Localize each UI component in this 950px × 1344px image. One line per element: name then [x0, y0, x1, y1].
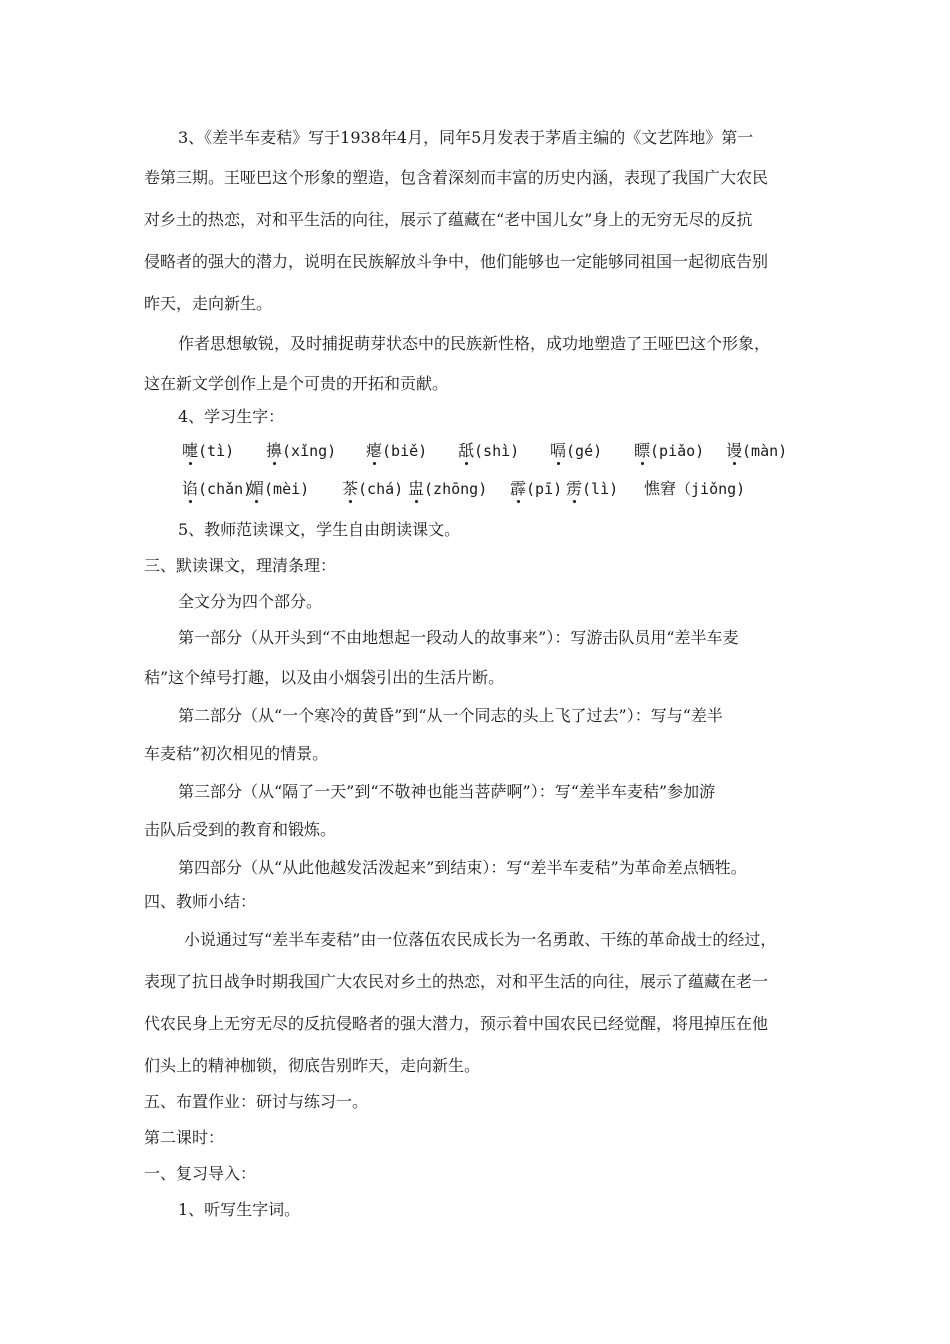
paragraph-line: 第二部分（从“一个寒冷的黄昏”到“从一个同志的头上飞了过去”）：写与“差半 [178, 706, 723, 725]
paragraph-line: 1、听写生字词。 [178, 1200, 301, 1219]
paragraph-line: 全文分为四个部分。 [178, 592, 323, 611]
section-heading: 4、学习生字： [178, 407, 285, 426]
section-heading: 三、默读课文，理清条理： [144, 556, 337, 575]
paragraph-line: 第三部分（从“隔了一天”到“不敬神也能当菩萨啊”）：写“差半车麦秸”参加游 [178, 782, 716, 801]
vocab-row-2 [182, 479, 822, 501]
paragraph-line: 小说通过写“差半车麦秸”由一位落伍农民成长为一名勇敢、干练的革命战士的经过， [184, 930, 777, 949]
paragraph-line: 5、教师范读课文，学生自由朗读课文。 [178, 520, 461, 539]
vocab-item: 嚏(tì) [182, 441, 235, 460]
section-heading: 四、教师小结： [144, 892, 257, 911]
vocab-item: 嗝(gé) [550, 441, 603, 460]
section-heading: 五、布置作业：研讨与练习一。 [144, 1092, 369, 1111]
vocab-item: 媚(mèi) [248, 479, 310, 498]
paragraph-line: 卷第三期。王哑巴这个形象的塑造，包含着深刻而丰富的历史内涵，表现了我国广大农民 [144, 168, 769, 187]
section-heading: 第二课时： [144, 1128, 225, 1147]
paragraph-line: 作者思想敏锐，及时捕捉萌芽状态中的民族新性格，成功地塑造了王哑巴这个形象， [178, 334, 771, 353]
vocab-row-1 [182, 441, 822, 463]
vocab-item: 谩(màn) [726, 441, 788, 460]
vocab-item: 谄(chǎn) [182, 479, 253, 498]
paragraph-line: 代农民身上无穷无尽的反抗侵略者的强大潜力，预示着中国农民已经觉醒，将甩掉压在他 [144, 1014, 769, 1033]
paragraph-line: 3、《差半车麦秸》写于1938年4月，同年5月发表于茅盾主编的《文艺阵地》第一 [178, 128, 754, 147]
vocab-item: 擤(xǐng) [266, 441, 337, 460]
paragraph-line: 秸”这个绰号打趣，以及由小烟袋引出的生活片断。 [144, 668, 505, 687]
paragraph-line: 侵略者的强大的潜力，说明在民族解放斗争中，他们能够也一定能够同祖国一起彻底告别 [144, 252, 769, 271]
section-heading: 一、复习导入： [144, 1164, 257, 1183]
vocab-item: 茶(chá) [342, 479, 404, 498]
vocab-item: 雳(lì) [566, 479, 619, 498]
vocab-item: 霹(pī) [510, 479, 563, 498]
vocab-item: 舐(shì) [458, 441, 520, 460]
paragraph-line: 们头上的精神枷锁，彻底告别昨天，走向新生。 [144, 1056, 481, 1075]
vocab-item: 憔窘（jiǒng) [644, 479, 746, 498]
paragraph-line: 对乡土的热恋，对和平生活的向往，展示了蕴藏在“老中国儿女”身上的无穷无尽的反抗 [144, 210, 753, 229]
paragraph-line: 第四部分（从“从此他越发活泼起来”到结束）：写“差半车麦秸”为革命差点牺牲。 [178, 858, 747, 877]
vocab-item: 瘪(biě) [366, 441, 428, 460]
paragraph-line: 昨天，走向新生。 [144, 294, 273, 313]
paragraph-line: 第一部分（从开头到“不由地想起一段动人的故事来”）：写游击队员用“差半车麦 [178, 628, 739, 647]
paragraph-line: 击队后受到的教育和锻炼。 [144, 820, 337, 839]
paragraph-line: 这在新文学创作上是个可贵的开拓和贡献。 [144, 374, 449, 393]
paragraph-line: 表现了抗日战争时期我国广大农民对乡土的热恋，对和平生活的向往，展示了蕴藏在老一 [144, 972, 769, 991]
vocab-item: 瞟(piǎo) [634, 441, 705, 460]
paragraph-line: 车麦秸”初次相见的情景。 [144, 744, 329, 763]
vocab-item: 盅(zhōng) [408, 479, 488, 498]
